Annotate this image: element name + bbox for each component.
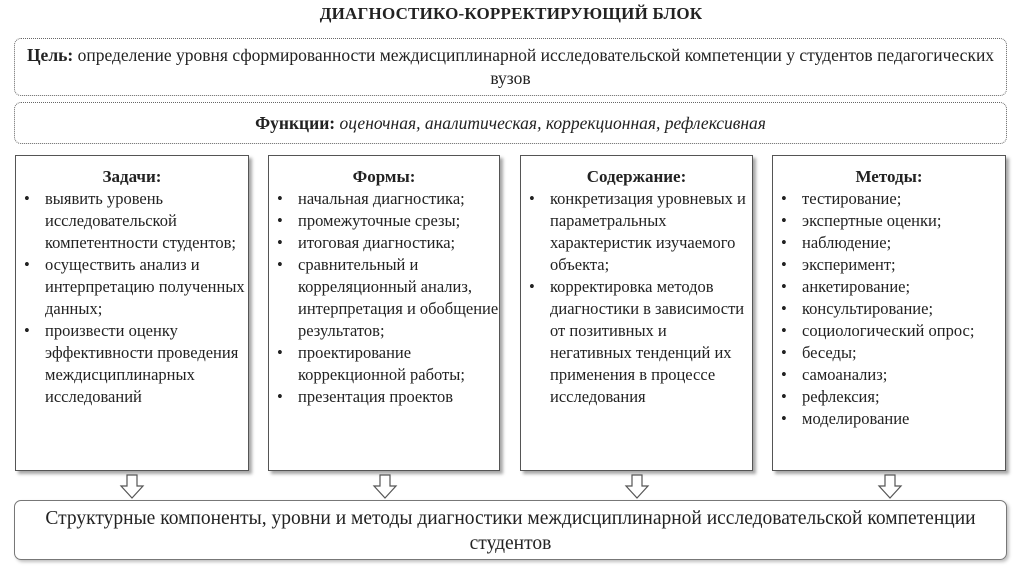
forms-item: • промежуточные срезы; [277,210,499,232]
methods-heading: Методы: [855,167,923,186]
methods-item: • наблюдение; [781,232,1005,254]
functions-text: оценочная, аналитическая, коррекционная, рефлексивная [335,113,766,133]
content-item: • корректировка методов диагностики в зависимости от позитивных и негативных тенденций их применения в процессе исследования [529,276,752,408]
methods-item: • экспертные оценки; [781,210,1005,232]
forms-column [268,155,500,471]
methods-item: • социологический опрос; [781,320,1005,342]
down-arrow-icon [624,474,650,500]
methods-item: • консультирование; [781,298,1005,320]
forms-item: • сравнительный и корреляционный анализ, интерпретация и обобщение результатов; [277,254,499,342]
forms-heading: Формы: [352,167,416,186]
tasks-heading: Задачи: [102,167,162,186]
methods-item: • эксперимент; [781,254,1005,276]
content-column [520,155,753,471]
methods-item: • самоанализ; [781,364,1005,386]
tasks-item: • выявить уровень исследовательской компетентности студентов; [24,188,248,254]
goal-text: определение уровня сформированности междисциплинарной исследовательской компетенции у студентов педагогических вузов [73,45,995,88]
diagram-title: ДИАГНОСТИКО-КОРРЕКТИРУЮЩИЙ БЛОК [319,4,703,23]
goal-box [14,38,1007,96]
forms-item: • начальная диагностика; [277,188,499,210]
forms-item: • презентация проектов [277,386,499,408]
tasks-item: • произвести оценку эффективности проведения междисциплинарных исследований [24,320,248,408]
methods-item: • моделирование [781,408,1005,430]
methods-item: • анкетирование; [781,276,1005,298]
tasks-column [15,155,249,471]
methods-column [772,155,1006,471]
goal-label: Цель: [26,45,74,65]
content-item: • конкретизация уровневых и параметральных характеристик изучаемого объекта; [529,188,752,276]
functions-label: Функции: [255,113,336,133]
methods-item: • тестирование; [781,188,1005,210]
methods-item: • беседы; [781,342,1005,364]
methods-item: • рефлексия; [781,386,1005,408]
down-arrow-icon [877,474,903,500]
down-arrow-icon [372,474,398,500]
result-box: Структурные компоненты, уровни и методы диагностики междисциплинарной исследовательской компетенции студентов [14,500,1007,560]
forms-item: • проектирование коррекционной работы; [277,342,499,386]
forms-item: • итоговая диагностика; [277,232,499,254]
down-arrow-icon [119,474,145,500]
tasks-item: • осуществить анализ и интерпретацию полученных данных; [24,254,248,320]
functions-box [14,102,1007,144]
content-heading: Содержание: [586,167,687,186]
